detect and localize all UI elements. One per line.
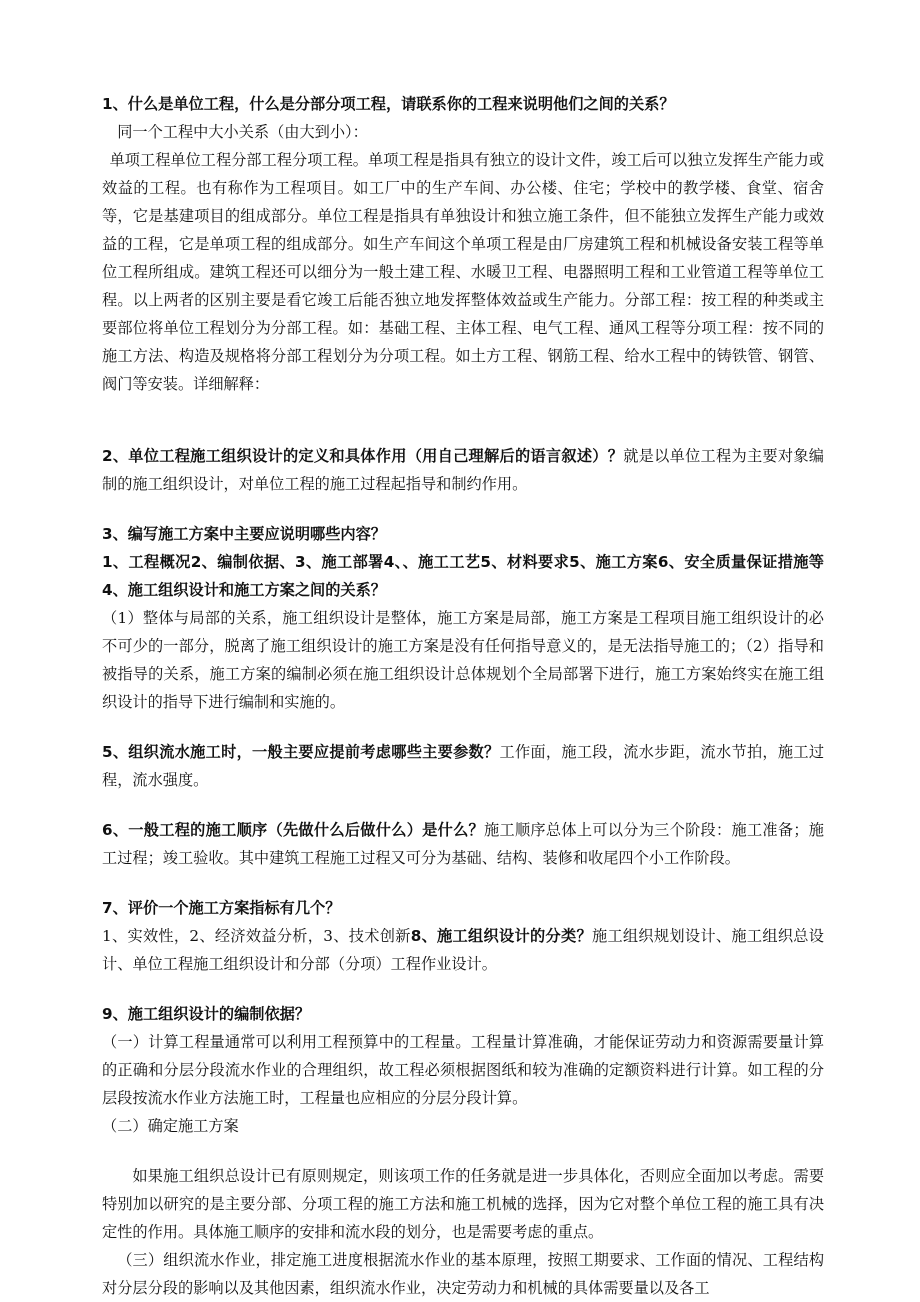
- section-3-heading: 3、编写施工方案中主要应说明哪些内容？: [102, 525, 386, 543]
- section-5-paragraph: 5、组织流水施工时，一般主要应提前考虑哪些主要参数？工作面，施工段，流水步距，流水节拍，施工过程，流水强度。: [102, 743, 825, 789]
- section-9-heading: 9、施工组织设计的编制依据？: [102, 1005, 311, 1023]
- section-7-heading: 7、评价一个施工方案指标有几个？: [102, 899, 341, 917]
- section-4-paragraph: （1）整体与局部的关系，施工组织设计是整体，施工方案是局部，施工方案是工程项目施工组织设计的必不可少的一部分，脱离了施工组织设计的施工方案是没有任何指导意义的，是无法指导施工的；（2）指导和被指导的关系，施工方案的编制必须在施工组织设计总体规划个全局部署下进行，施工方案始终实在施工组织设计的指导下进行编制和实施的。: [102, 609, 824, 711]
- section-9-paragraph: （三）组织流水作业，排定施工进度根据流水作业的基本原理，按照工期要求、工作面的情况、工程结构对分层分段的影响以及其他因素，组织流水作业，决定劳动力和机械的具体需要量以及各工: [102, 1251, 824, 1297]
- section-9-subheading: （二）确定施工方案: [102, 1117, 239, 1135]
- section-6-heading: 6、一般工程的施工顺序（先做什么后做什么）是什么？: [102, 821, 485, 839]
- section-2-heading: 2、单位工程施工组织设计的定义和具体作用（用自己理解后的语言叙述）？: [102, 447, 624, 465]
- section-6-paragraph: 6、一般工程的施工顺序（先做什么后做什么）是什么？施工顺序总体上可以分为三个阶段：施工准备；施工过程；竣工验收。其中建筑工程施工过程又可分为基础、结构、装修和收尾四个小工作阶段。: [102, 821, 824, 867]
- section-1-paragraph: 同一个工程中大小关系（由大到小）：: [117, 123, 368, 141]
- section-5-heading: 5、组织流水施工时，一般主要应提前考虑哪些主要参数？: [102, 743, 500, 761]
- section-8-heading: 8、施工组织设计的分类？: [410, 927, 592, 945]
- section-9-paragraph: （一）计算工程量通常可以利用工程预算中的工程量。工程量计算准确，才能保证劳动力和资源需要量计算的正确和分层分段流水作业的合理组织，故工程必须根据图纸和较为准确的定额资料进行计算。如工程的分层段按流水作业方法施工时，工程量也应相应的分层分段计算。: [102, 1033, 824, 1107]
- section-9-paragraph: 如果施工组织总设计已有原则规定，则该项工作的任务就是进一步具体化，否则应全面加以考虑。需要特别加以研究的是主要分部、分项工程的施工方法和施工机械的选择，因为它对整个单位工程的施工具有决定性的作用。具体施工顺序的安排和流水段的划分，也是需要考虑的重点。: [102, 1167, 824, 1241]
- section-2-paragraph: 2、单位工程施工组织设计的定义和具体作用（用自己理解后的语言叙述）？就是以单位工程为主要对象编制的施工组织设计，对单位工程的施工过程起指导和制约作用。: [102, 447, 824, 493]
- section-3-list: 1、工程概况2、编制依据、3、施工部署4、、施工工艺5、材料要求5、施工方案6、安全质量保证措施等4、施工组织设计和施工方案之间的关系？: [102, 553, 824, 599]
- section-1-heading: 1、什么是单位工程，什么是分部分项工程，请联系你的工程来说明他们之间的关系？: [102, 95, 675, 113]
- section-7-8-paragraph: 1、实效性，2、经济效益分析，3、技术创新8、施工组织设计的分类？施工组织规划设计、施工组织总设计、单位工程施工组织设计和分部（分项）工程作业设计。: [102, 927, 824, 973]
- document-page: [102, 90, 824, 1302]
- section-1-paragraph: 单项工程单位工程分部工程分项工程。单项工程是指具有独立的设计文件，竣工后可以独立发挥生产能力或效益的工程。也有称作为工程项目。如工厂中的生产车间、办公楼、住宅；学校中的教学楼、食堂、宿舍等，它是基建项目的组成部分。单位工程是指具有单独设计和独立施工条件，但不能独立发挥生产能力或效益的工程，它是单项工程的组成部分。如生产车间这个单项工程是由厂房建筑工程和机械设备安装工程等单位工程所组成。建筑工程还可以细分为一般土建工程、水暖卫工程、电器照明工程和工业管道工程等单位工程。以上两者的区别主要是看它竣工后能否独立地发挥整体效益或生产能力。分部工程：按工程的种类或主要部位将单位工程划分为分部工程。如：基础工程、主体工程、电气工程、通风工程等分项工程：按不同的施工方法、构造及规格将分部工程划分为分项工程。如土方工程、钢筋工程、给水工程中的铸铁管、钢管、阀门等安装。详细解释：: [102, 151, 824, 393]
